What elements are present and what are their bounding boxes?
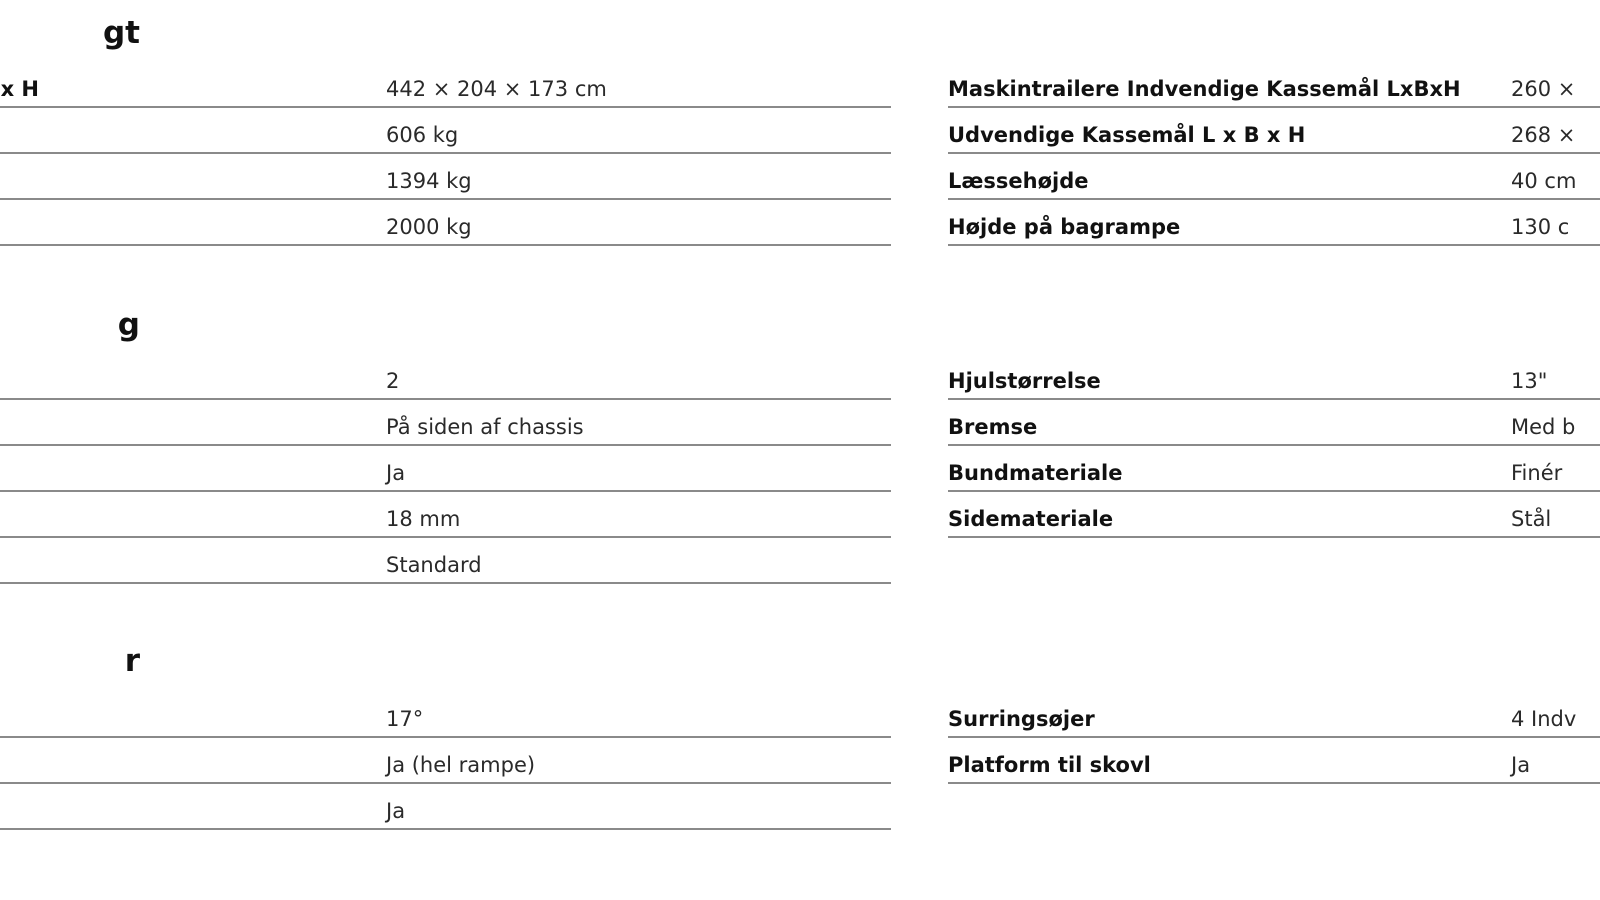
spec-value: 268 × <box>1511 123 1576 147</box>
spec-row <box>0 738 891 784</box>
spec-value: Ja <box>1511 753 1531 777</box>
spec-value: På siden af chassis <box>386 415 584 439</box>
spec-row <box>948 692 1600 738</box>
spec-row <box>0 62 891 108</box>
spec-value: 260 × <box>1511 77 1576 101</box>
spec-row <box>0 400 891 446</box>
spec-row <box>948 354 1600 400</box>
spec-value: 130 c <box>1511 215 1570 239</box>
spec-value: Stål <box>1511 507 1552 531</box>
spec-label: Maskintrailere Indvendige Kassemål LxBxH <box>948 77 1461 101</box>
spec-value: Ja (hel rampe) <box>386 753 536 777</box>
spec-value: Ja <box>386 461 406 485</box>
spec-row <box>0 492 891 538</box>
spec-row <box>0 538 891 584</box>
spec-row <box>0 446 891 492</box>
spec-value: 13" <box>1511 369 1548 393</box>
spec-label: Udvendige Kassemål L x B x H <box>948 123 1306 147</box>
spec-value: 4 Indv <box>1511 707 1577 731</box>
spec-value: 17° <box>386 707 424 731</box>
spec-label: x H <box>0 77 39 101</box>
spec-row <box>0 692 891 738</box>
spec-label: Læssehøjde <box>948 169 1089 193</box>
spec-row <box>0 354 891 400</box>
spec-row <box>0 200 891 246</box>
spec-row <box>948 200 1600 246</box>
spec-label: Hjulstørrelse <box>948 369 1101 393</box>
spec-row <box>0 154 891 200</box>
spec-row <box>948 400 1600 446</box>
spec-row <box>948 154 1600 200</box>
spec-row <box>0 108 891 154</box>
spec-row <box>948 62 1600 108</box>
spec-value: Ja <box>386 799 406 823</box>
spec-value: Finér <box>1511 461 1563 485</box>
spec-value: Standard <box>386 553 482 577</box>
spec-value: 18 mm <box>386 507 461 531</box>
spec-value: Med b <box>1511 415 1576 439</box>
spec-label: Surringsøjer <box>948 707 1095 731</box>
section-heading-dimensions: gt <box>102 15 140 51</box>
spec-label: Sidemateriale <box>948 507 1114 531</box>
spec-row <box>0 784 891 830</box>
spec-value: 2 <box>386 369 400 393</box>
spec-value: 40 cm <box>1511 169 1577 193</box>
spec-value: 606 kg <box>386 123 459 147</box>
spec-row <box>948 108 1600 154</box>
spec-row <box>948 446 1600 492</box>
spec-label: Bremse <box>948 415 1038 439</box>
spec-value: 1394 kg <box>386 169 472 193</box>
section-heading-equipment: g <box>117 307 140 343</box>
spec-value: 442 × 204 × 173 cm <box>386 77 607 101</box>
spec-row <box>948 738 1600 784</box>
spec-label: Platform til skovl <box>948 753 1151 777</box>
spec-label: Højde på bagrampe <box>948 215 1181 239</box>
spec-label: Bundmateriale <box>948 461 1123 485</box>
spec-row <box>948 492 1600 538</box>
section-heading-other: r <box>124 643 140 679</box>
spec-value: 2000 kg <box>386 215 472 239</box>
